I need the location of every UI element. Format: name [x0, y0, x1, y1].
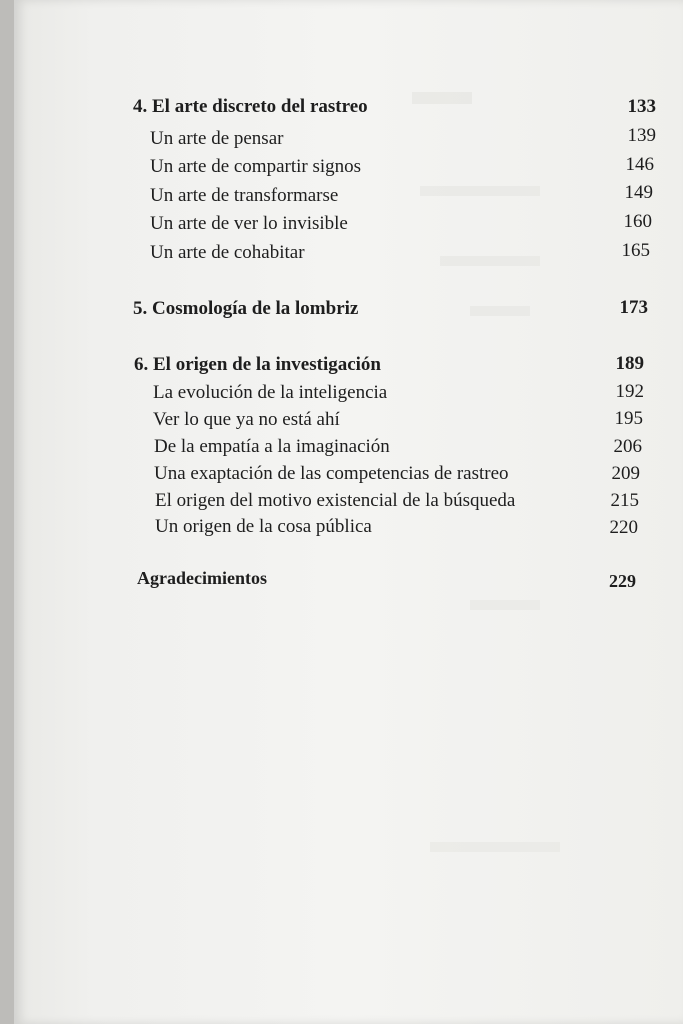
chapter-page-number: 173 — [619, 297, 648, 318]
section-page-number: 149 — [624, 182, 653, 203]
chapter-title: 5. Cosmología de la lombriz — [133, 298, 359, 319]
section-title: Un arte de compartir signos — [150, 156, 362, 177]
section-title: Una exaptación de las competencias de rastreo — [154, 463, 509, 484]
section-title: Un arte de ver lo invisible — [150, 213, 348, 234]
section-title: Un arte de pensar — [150, 128, 284, 149]
section-title: Un arte de transformarse — [150, 185, 339, 206]
chapter-title: Agradecimientos — [137, 568, 267, 588]
section-title: Un arte de cohabitar — [150, 242, 305, 263]
section-page-number: 195 — [614, 408, 643, 429]
chapter-title: 4. El arte discreto del rastreo — [133, 96, 368, 117]
section-title: Ver lo que ya no está ahí — [153, 409, 340, 430]
section-page-number: 209 — [611, 463, 640, 484]
section-page-number: 206 — [613, 436, 642, 457]
section-page-number: 220 — [609, 517, 638, 538]
section-page-number: 192 — [615, 381, 644, 402]
chapter-page-number: 133 — [627, 96, 656, 117]
section-page-number: 139 — [627, 125, 656, 146]
section-title: El origen del motivo existencial de la búsqueda — [155, 490, 516, 511]
section-page-number: 160 — [623, 211, 652, 232]
section-title: La evolución de la inteligencia — [153, 382, 388, 403]
section-page-number: 146 — [625, 154, 654, 175]
section-title: De la empatía a la imaginación — [154, 436, 390, 457]
section-page-number: 165 — [621, 240, 650, 261]
section-page-number: 215 — [610, 490, 639, 511]
chapter-title: 6. El origen de la investigación — [134, 354, 381, 375]
chapter-page-number: 229 — [609, 571, 636, 591]
chapter-page-number: 189 — [615, 353, 644, 374]
section-title: Un origen de la cosa pública — [155, 516, 372, 537]
